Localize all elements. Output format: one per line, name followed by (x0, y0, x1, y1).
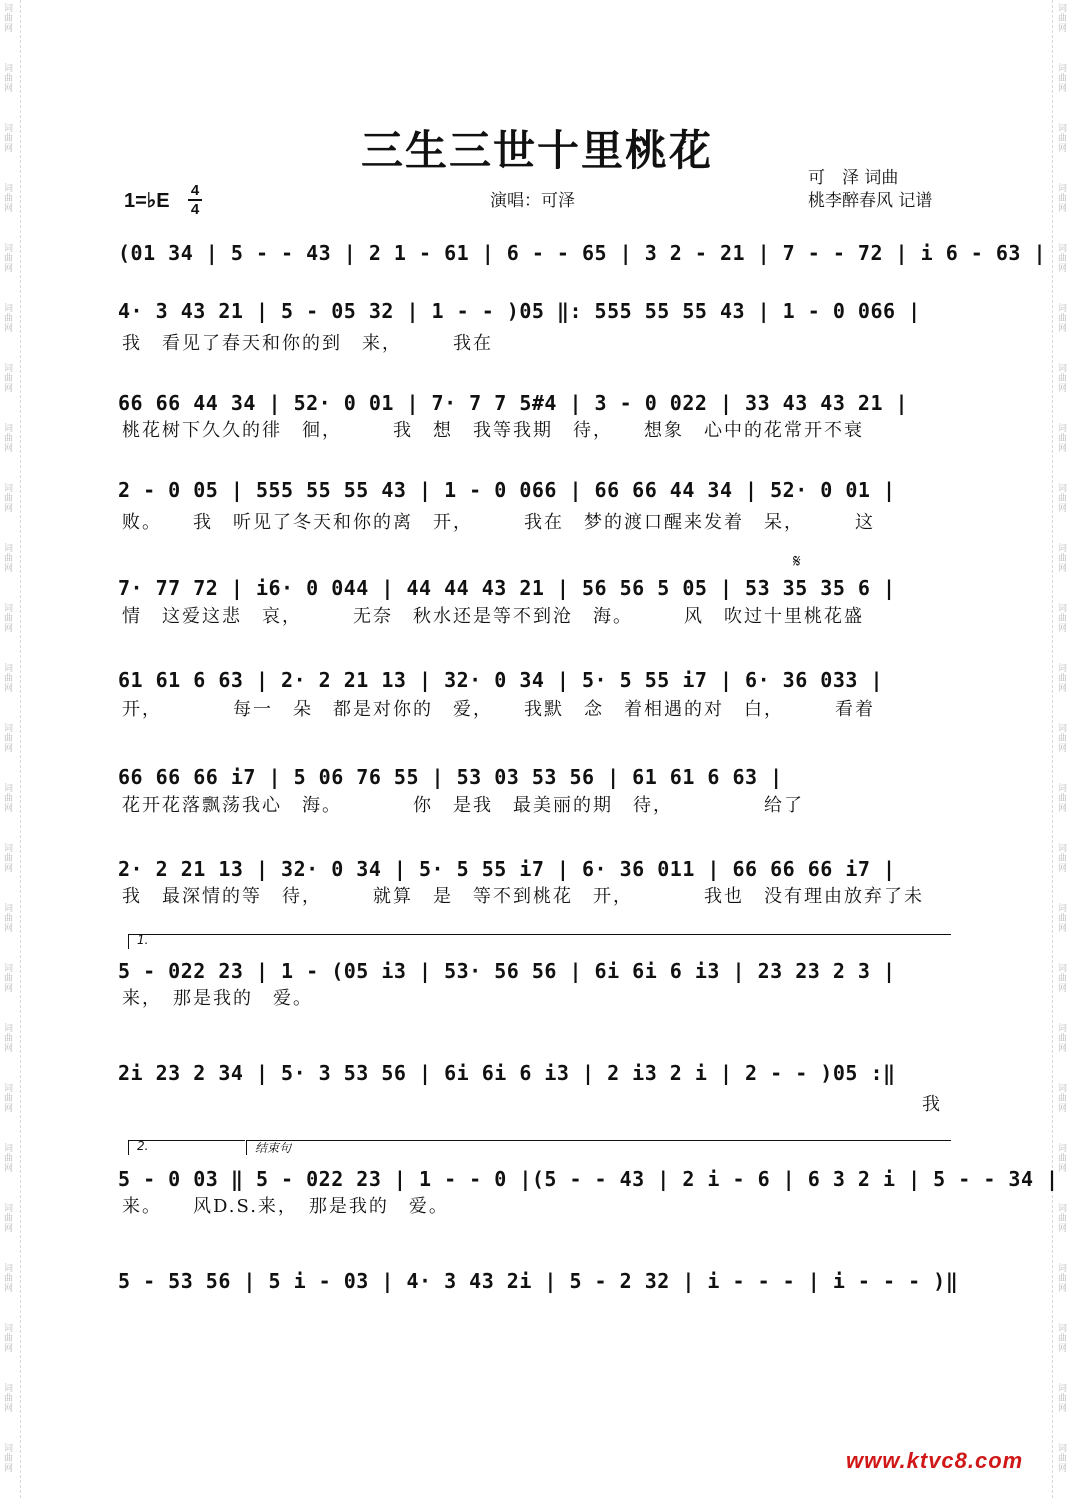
watermark-text: 词曲网 (4, 544, 14, 574)
watermark-text: 词曲网 (4, 1444, 14, 1474)
lyric-line-1 (122, 270, 952, 296)
watermark-text: 词曲网 (1058, 244, 1068, 274)
staff-line-8: 2· 2 21 13 | 32· 0 34 | 5· 5 55 i7 | 6· 36 011 | 66 66 66 i7 | (118, 857, 896, 881)
watermark-text: 词曲网 (1058, 304, 1068, 334)
watermark-text: 词曲网 (1058, 1384, 1068, 1414)
ending-section-bracket (246, 1140, 951, 1155)
staff-line-10: 2i 23 2 34 | 5· 3 53 56 | 6i 6i 6 i3 | 2 i3 2 i | 2 - - )05 :‖ (118, 1061, 896, 1085)
lyric-line-7: 花开花落飘荡我心 海。 你 是我 最美丽的期 待， 给了 (122, 795, 804, 816)
watermark-text: 词曲网 (1058, 4, 1068, 34)
watermark-text: 词曲网 (4, 1324, 14, 1354)
time-signature-bottom: 4 (190, 201, 200, 218)
staff-line-9: 5 - 022 23 | 1 - (05 i3 | 53· 56 56 | 6i 6i 6 i3 | 23 23 2 3 | (118, 959, 896, 983)
watermark-text: 词曲网 (4, 1204, 14, 1234)
key-signature: 1=♭E (124, 190, 170, 212)
ending-section-label: 结束句 (255, 1141, 292, 1155)
watermark-text: 词曲网 (4, 64, 14, 94)
staff-line-6: 61 61 6 63 | 2· 2 21 13 | 32· 0 34 | 5· 5 55 i7 | 6· 36 033 | (118, 668, 884, 692)
watermark-text: 词曲网 (4, 904, 14, 934)
watermark-text: 词曲网 (4, 304, 14, 334)
watermark-text: 词曲网 (1058, 604, 1068, 634)
volta-first-label: 1. (137, 933, 149, 947)
composer-credit: 可 泽 词曲 (808, 168, 899, 188)
watermark-text: 词曲网 (4, 724, 14, 754)
lyric-line-5: 情 这爱这悲 哀， 无奈 秋水还是等不到沧 海。 风 吹过十里桃花盛 (122, 606, 864, 627)
time-signature-top: 4 (190, 182, 200, 199)
time-signature (188, 183, 202, 217)
watermark-text: 词曲网 (1058, 784, 1068, 814)
lyric-line-11: 来。 风D.S.来， 那是我的 爱。 (122, 1196, 449, 1217)
page-title: 三生三世十里桃花 (360, 126, 713, 175)
watermark-text: 词曲网 (1058, 724, 1068, 754)
watermark-text: 词曲网 (4, 1384, 14, 1414)
staff-line-12: 5 - 53 56 | 5 i - 03 | 4· 3 43 2i | 5 - 2 32 | i - - - | i - - - )‖ (118, 1269, 959, 1293)
singer-credit: 演唱：可泽 (490, 191, 575, 211)
watermark-text: 词曲网 (1058, 484, 1068, 514)
watermark-text: 词曲网 (1058, 1324, 1068, 1354)
watermark-text: 词曲网 (4, 784, 14, 814)
watermark-text: 词曲网 (4, 124, 14, 154)
watermark-text: 词曲网 (4, 484, 14, 514)
watermark-text: 词曲网 (4, 4, 14, 34)
watermark-text: 词曲网 (1058, 964, 1068, 994)
watermark-text: 词曲网 (4, 1024, 14, 1054)
lyric-line-8: 我 最深情的等 待， 就算 是 等不到桃花 开， 我也 没有理由放弃了未 (122, 886, 924, 907)
lyric-line-4: 败。 我 听见了冬天和你的离 开， 我在 梦的渡口醒来发着 呆， 这 (122, 512, 875, 533)
watermark-text: 词曲网 (4, 424, 14, 454)
lyric-line-2: 我 看见了春天和你的到 来， 我在 (122, 333, 493, 354)
watermark-column-right (1058, 0, 1072, 1474)
watermark-text: 词曲网 (1058, 904, 1068, 934)
watermark-text: 词曲网 (1058, 424, 1068, 454)
watermark-text: 词曲网 (4, 364, 14, 394)
watermark-text: 词曲网 (4, 1144, 14, 1174)
lyric-line-6: 开， 每一 朵 都是对你的 爱， 我默 念 着相遇的对 白， 看着 (122, 699, 875, 720)
watermark-text: 词曲网 (1058, 124, 1068, 154)
watermark-text: 词曲网 (4, 1264, 14, 1294)
watermark-text: 词曲网 (1058, 664, 1068, 694)
volta-second-label: 2. (137, 1139, 149, 1153)
site-logo: www.ktvc8.com (846, 1448, 1024, 1473)
watermark-text: 词曲网 (1058, 1204, 1068, 1234)
lyric-line-12 (122, 1298, 952, 1324)
watermark-text: 词曲网 (4, 244, 14, 274)
watermark-text: 词曲网 (4, 604, 14, 634)
transcriber-credit: 桃李醉春风 记谱 (808, 191, 933, 211)
watermark-text: 词曲网 (4, 664, 14, 694)
staff-line-2: 4· 3 43 21 | 5 - 05 32 | 1 - - )05 ‖: 555 55 55 43 | 1 - 0 066 | (118, 299, 921, 323)
watermark-text: 词曲网 (4, 964, 14, 994)
watermark-text: 词曲网 (1058, 1144, 1068, 1174)
volta-second-ending (128, 1140, 245, 1155)
staff-line-3: 66 66 44 34 | 52· 0 01 | 7· 7 7 5#4 | 3 - 0 022 | 33 43 43 21 | (118, 391, 909, 415)
staff-line-1: (01 34 | 5 - - 43 | 2 1 - 61 | 6 - - 65 | 3 2 - 21 | 7 - - 72 | i 6 - 63 | (118, 241, 1047, 265)
watermark-text: 词曲网 (4, 184, 14, 214)
watermark-text: 词曲网 (4, 844, 14, 874)
watermark-column-left (4, 0, 18, 1474)
segno-mark: 𝄋 (793, 551, 801, 572)
staff-line-5: 7· 77 72 | i6· 0 044 | 44 44 43 21 | 56 56 5 05 | 53 35 35 6 | (118, 576, 896, 600)
watermark-text: 词曲网 (1058, 364, 1068, 394)
volta-first-ending (128, 934, 951, 949)
watermark-text: 词曲网 (1058, 1084, 1068, 1114)
watermark-text: 词曲网 (1058, 1444, 1068, 1474)
lyric-line-9: 来， 那是我的 爱。 (122, 988, 313, 1009)
staff-line-11: 5 - 0 03 ‖ 5 - 022 23 | 1 - - 0 |(5 - - 43 | 2 i - 6 | 6 3 2 i | 5 - - 34 | (118, 1167, 1059, 1191)
staff-line-7: 66 66 66 i7 | 5 06 76 55 | 53 03 53 56 | 61 61 6 63 | (118, 765, 783, 789)
watermark-text: 词曲网 (1058, 544, 1068, 574)
staff-line-4: 2 - 0 05 | 555 55 55 43 | 1 - 0 066 | 66 66 44 34 | 52· 0 01 | (118, 478, 896, 502)
lyric-line-10: 我 (122, 1094, 942, 1115)
right-border (1052, 0, 1055, 1498)
watermark-text: 词曲网 (1058, 64, 1068, 94)
lyric-line-3: 桃花树下久久的徘 徊， 我 想 我等我期 待， 想象 心中的花常开不衰 (122, 420, 864, 441)
watermark-text: 词曲网 (1058, 184, 1068, 214)
left-border (20, 0, 23, 1498)
watermark-text: 词曲网 (4, 1084, 14, 1114)
watermark-text: 词曲网 (1058, 844, 1068, 874)
watermark-text: 词曲网 (1058, 1264, 1068, 1294)
watermark-text: 词曲网 (1058, 1024, 1068, 1054)
